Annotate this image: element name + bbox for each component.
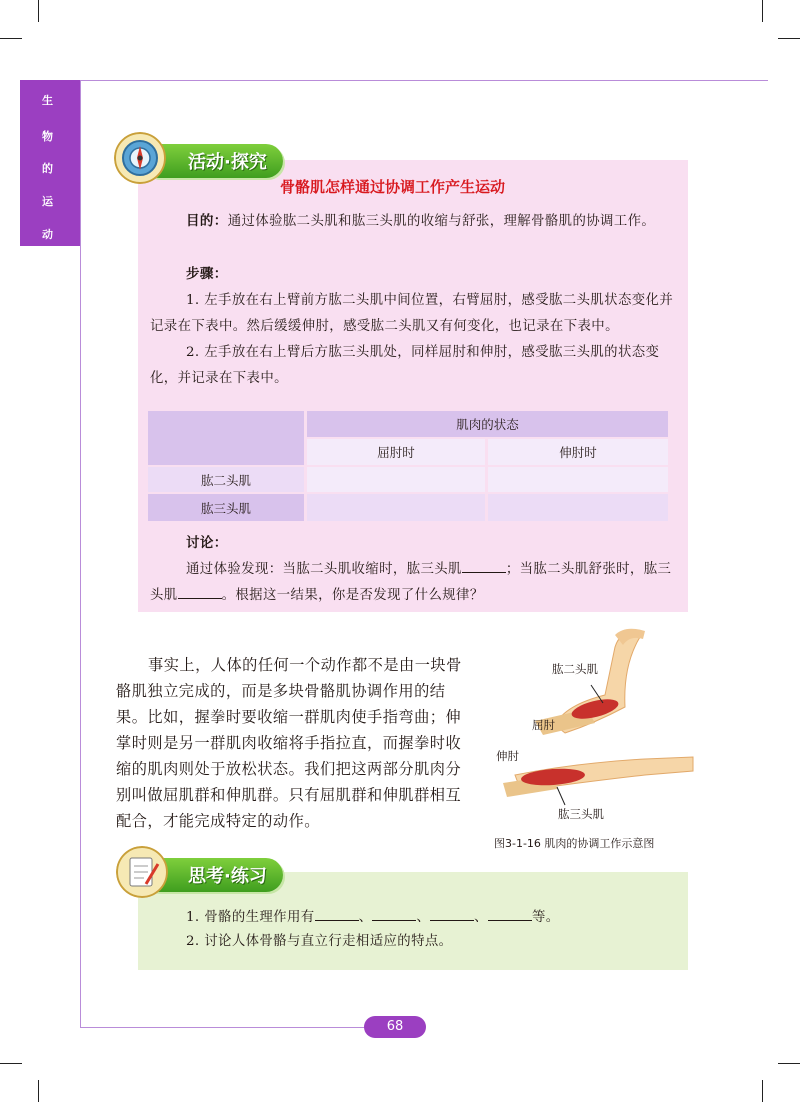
body-paragraph: 事实上，人体的任何一个动作都不是由一块骨骼肌独立完成的，而是多块骨骼肌协调作用的结果。比如，握拳时要收缩一群肌肉使手指弯曲；伸掌时则是另一群肌肉收缩将手指拉直，而握拳时收缩的肌肉则处于放松状态。我们把这两部分肌肉分别叫做屈肌群和伸肌群。只有屈肌群和伸肌群相互配合，才能完成特定的动作。 (116, 656, 462, 830)
table-cell[interactable] (488, 467, 668, 492)
answer-blank[interactable] (488, 906, 532, 921)
answer-blank[interactable] (430, 906, 474, 921)
separator: 、 (416, 910, 431, 925)
page-number: 68 (364, 1016, 426, 1038)
table-cell[interactable] (488, 494, 668, 521)
label-flex: 屈肘 (532, 718, 555, 732)
crop-mark (38, 0, 39, 22)
label-triceps: 肱三头肌 (558, 807, 604, 821)
page-frame-bottom (80, 1027, 380, 1028)
crop-mark (778, 1063, 800, 1064)
sidebar-char: 的 (42, 162, 53, 175)
sidebar-char: 生 (42, 94, 53, 107)
activity-badge-label: 活动·探究 (188, 152, 267, 173)
row-label-triceps: 肱三头肌 (200, 500, 251, 516)
answer-blank[interactable] (462, 558, 506, 573)
table-header (307, 411, 668, 437)
table-corner (148, 411, 304, 465)
crop-mark (0, 1063, 22, 1064)
crop-mark (38, 1080, 39, 1102)
activity-title: 骨骼肌怎样通过协调工作产生运动 (280, 178, 506, 196)
crop-mark (778, 38, 800, 39)
purpose-label: 目的： (186, 213, 228, 229)
step-2: 2. 左手放在右上臂后方肱三头肌处，同样屈肘和伸肘，感受肱三头肌的状态变化，并记录在下表中。 (150, 345, 660, 386)
table-col-header (488, 439, 668, 465)
question-1-text: 1. 骨骼的生理作用有 (186, 910, 315, 925)
table-row-label (148, 494, 304, 521)
label-extend: 伸肘 (496, 749, 519, 763)
purpose-block (150, 208, 678, 235)
col-header-flex: 屈肘时 (377, 445, 415, 460)
exercise-badge-label: 思考·练习 (188, 866, 267, 887)
table-header-label: 肌肉的状态 (456, 417, 519, 432)
figure-caption: 图3-1-16 肌肉的协调工作示意图 (494, 837, 655, 850)
discussion-text: 。根据这一结果，你是否发现了什么规律？ (221, 588, 484, 603)
exercise-questions (186, 906, 666, 954)
page-frame-left (80, 80, 81, 1028)
discussion-label: 讨论： (186, 535, 228, 551)
crop-mark (762, 0, 763, 22)
row-label-biceps: 肱二头肌 (200, 472, 251, 488)
question-2: 2. 讨论人体骨骼与直立行走相适应的特点。 (186, 934, 453, 949)
table-col-header (307, 439, 485, 465)
separator: 、 (474, 910, 488, 925)
question-1 (186, 906, 666, 930)
steps-label: 步骤： (186, 266, 228, 282)
table-row-label (148, 467, 304, 492)
crop-mark (0, 38, 22, 39)
sidebar-char: 运 (42, 195, 53, 208)
compass-icon (114, 132, 166, 184)
answer-blank[interactable] (315, 906, 359, 921)
chapter-sidebar (20, 80, 80, 246)
arm-muscle-illustration (495, 625, 695, 830)
step-1: 1. 左手放在右上臂前方肱二头肌中间位置，右臂屈肘，感受肱二头肌状态变化并记录在下表中。然后缓缓伸肘，感受肱二头肌又有何变化，也记录在下表中。 (150, 293, 674, 334)
steps-block (150, 261, 678, 392)
answer-blank[interactable] (178, 584, 222, 599)
separator: 、 (358, 910, 373, 925)
question-1-end: 等。 (531, 910, 560, 925)
table-cell[interactable] (307, 494, 485, 521)
discussion-text: 通过体验发现：当肱二头肌收缩时，肱三头肌 (186, 562, 462, 577)
label-biceps: 肱二头肌 (552, 662, 598, 676)
sidebar-char: 物 (42, 130, 53, 143)
notepad-icon (116, 846, 168, 898)
col-header-extend: 伸肘时 (559, 445, 597, 460)
discussion-block (150, 530, 678, 609)
page-frame-top (80, 80, 768, 81)
table-cell[interactable] (307, 467, 485, 492)
discussion-text: ；当肱二头肌舒张时，肱三头肌 (150, 562, 672, 603)
muscle-state-table (148, 411, 668, 521)
sidebar-char: 动 (42, 228, 53, 241)
purpose-text: 通过体验肱二头肌和肱三头肌的收缩与舒张，理解骨骼肌的协调工作。 (227, 214, 656, 229)
crop-mark (762, 1080, 763, 1102)
answer-blank[interactable] (372, 906, 416, 921)
